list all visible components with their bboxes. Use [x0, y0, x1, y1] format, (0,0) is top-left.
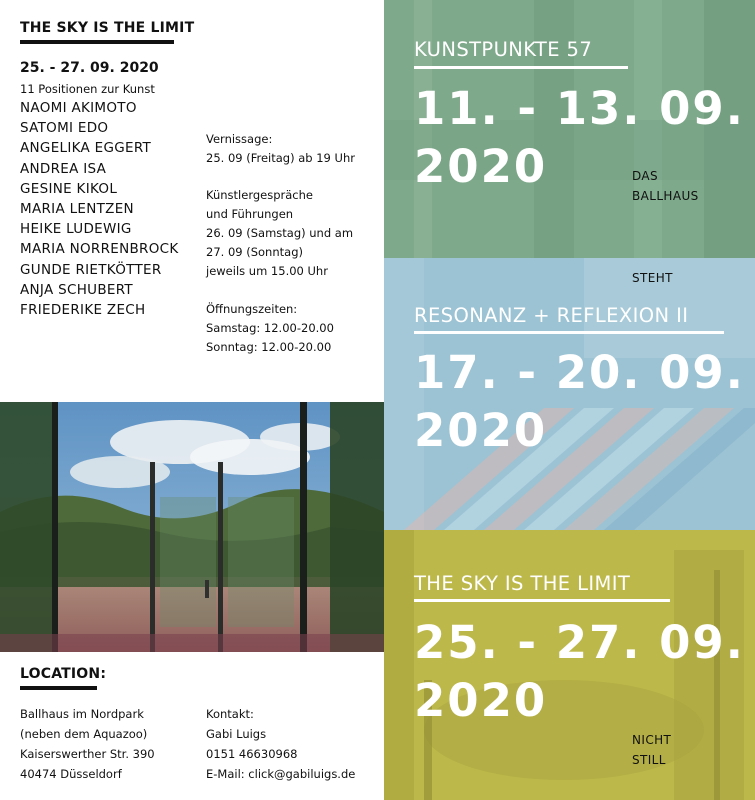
panel3-underline [414, 599, 670, 602]
panel-resonanz [384, 258, 755, 530]
location-address [20, 704, 155, 784]
panel2-underline [414, 331, 724, 334]
artist-name: ANDREA ISA [20, 160, 107, 177]
artist-name: NAOMI AKIMOTO [20, 100, 137, 116]
artist-name: FRIEDERIKE ZECH [20, 302, 146, 319]
panel1-date: 11. - 13. 09. [414, 82, 745, 135]
right-column [384, 0, 755, 800]
panel1-word: BALLHAUS [632, 189, 699, 203]
vernissage-date: 25. 09 (Freitag) ab 19 Uhr [206, 151, 355, 165]
artist-name: MARIA LENTZEN [20, 201, 134, 218]
positions-caption: 11 Positionen zur Kunst [20, 82, 155, 96]
artist-name: ANJA SCHUBERT [20, 281, 133, 298]
panel2-date: 17. - 20. 09. [414, 346, 745, 399]
artist-name: HEIKE LUDEWIG [20, 221, 132, 238]
panel2-heading: RESONANZ + REFLEXION II [414, 304, 689, 327]
talks-line: jeweils um 15.00 Uhr [206, 264, 328, 278]
panel3-word: NICHT [632, 733, 672, 747]
title-underline [20, 40, 174, 44]
address-line: Kaiserswerther Str. 390 [20, 747, 155, 761]
talks-line: und Führungen [206, 207, 294, 221]
panel1-heading: KUNSTPUNKTE 57 [414, 38, 593, 61]
panel1-underline [414, 66, 628, 69]
contact-email: E-Mail: click@gabiluigs.de [206, 767, 356, 781]
address-line: Ballhaus im Nordpark [20, 707, 144, 721]
location-underline [20, 686, 97, 690]
artist-name: GESINE KIKOL [20, 180, 118, 197]
talks-line: 27. 09 (Sonntag) [206, 245, 303, 259]
contact-info [206, 704, 355, 784]
talks-line: Künstlergespräche [206, 188, 313, 202]
artist-name: GUNDE RIETKÖTTER [20, 261, 162, 278]
artist-list [20, 98, 179, 320]
artist-name: ANGELIKA EGGERT [20, 140, 152, 157]
panel2-word: STEHT [632, 271, 673, 285]
contact-label: Kontakt: [206, 707, 254, 721]
hours-sunday: Sonntag: 12.00-20.00 [206, 340, 332, 354]
address-line: (neben dem Aquazoo) [20, 727, 148, 741]
ballhaus-photo [0, 402, 384, 652]
opening-hours [206, 300, 334, 357]
vernissage-label: Vernissage: [206, 132, 273, 146]
panel3-word: STILL [632, 753, 666, 767]
panel3-year: 2020 [414, 674, 548, 727]
artist-name: SATOMI EDO [20, 120, 109, 137]
artist-name: MARIA NORRENBROCK [20, 241, 179, 258]
panel3-date: 25. - 27. 09. [414, 616, 745, 669]
address-line: 40474 Düsseldorf [20, 767, 122, 781]
location-heading: LOCATION: [20, 666, 107, 682]
artist-talks-info [206, 186, 353, 281]
panel1-year: 2020 [414, 140, 548, 193]
exhibition-title: THE SKY IS THE LIMIT [20, 20, 195, 36]
contact-name: Gabi Luigs [206, 727, 267, 741]
hours-saturday: Samstag: 12.00-20.00 [206, 321, 334, 335]
hours-label: Öffnungszeiten: [206, 302, 298, 316]
panel-kunstpunkte [384, 0, 755, 258]
talks-line: 26. 09 (Samstag) und am [206, 226, 354, 240]
panel2-year: 2020 [414, 404, 548, 457]
panel-sky-limit [384, 530, 755, 800]
exhibition-dates: 25. - 27. 09. 2020 [20, 60, 159, 76]
panel1-word: DAS [632, 169, 659, 183]
contact-phone: 0151 46630968 [206, 747, 298, 761]
vernissage-info [206, 130, 355, 168]
panel3-heading: THE SKY IS THE LIMIT [414, 572, 631, 595]
